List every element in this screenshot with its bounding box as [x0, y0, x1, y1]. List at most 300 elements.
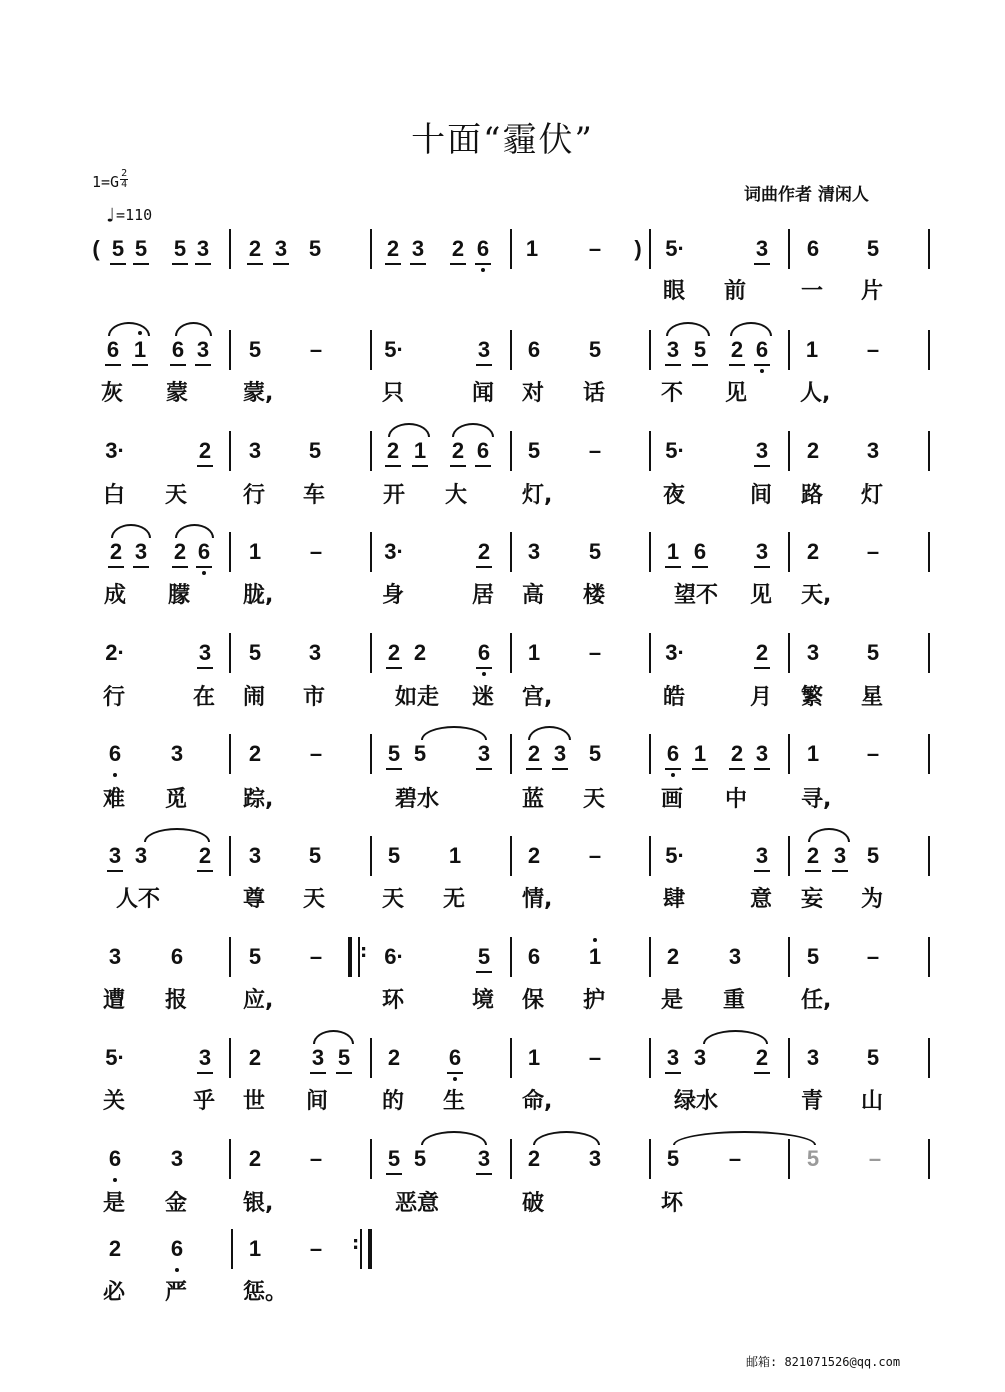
barline — [370, 633, 372, 673]
lyric: 碧水 — [395, 787, 440, 812]
barline — [229, 330, 231, 370]
lyric: 夜 — [663, 483, 686, 508]
lyric: 尊 — [243, 887, 266, 912]
barline — [229, 1038, 231, 1078]
barline — [370, 532, 372, 572]
dash-extension: – — [728, 1146, 742, 1171]
note: 1 — [660, 538, 686, 566]
note: 6 — [102, 1145, 128, 1173]
note: 3 — [471, 1145, 497, 1173]
barline — [788, 229, 790, 269]
lyric: 乎 — [193, 1089, 216, 1114]
note: 5 — [471, 943, 497, 971]
barline — [510, 229, 512, 269]
note: 6 — [527, 337, 541, 362]
barline — [928, 532, 930, 572]
note: 5· — [665, 236, 685, 261]
note: 2 — [724, 740, 750, 768]
note: 5 — [666, 1146, 680, 1171]
barline — [928, 229, 930, 269]
note: 2 — [749, 639, 775, 667]
note: 3 — [471, 336, 497, 364]
note: 2 — [108, 1236, 122, 1261]
dash-extension: – — [588, 1045, 602, 1070]
dash-extension: – — [309, 944, 323, 969]
lyric: 胧, — [243, 583, 274, 608]
barline — [370, 1038, 372, 1078]
note: 5 — [308, 843, 322, 868]
lyric: 破 — [522, 1191, 545, 1216]
note: 3 — [728, 944, 742, 969]
barline — [788, 937, 790, 977]
note: 1 — [527, 1045, 541, 1070]
note: 1 — [248, 539, 262, 564]
lyric: 金 — [165, 1191, 188, 1216]
lyric: 高 — [522, 583, 545, 608]
tempo-mark — [104, 201, 152, 225]
lyric: 境 — [472, 988, 495, 1013]
barline — [928, 1139, 930, 1179]
lyric: 护 — [583, 988, 606, 1013]
lyric: 生 — [443, 1089, 466, 1114]
note: 2 — [381, 639, 407, 667]
note: 3 — [248, 843, 262, 868]
barline — [370, 734, 372, 774]
note: 1 — [805, 337, 819, 362]
lyric: 繁 — [801, 685, 824, 710]
barline — [510, 431, 512, 471]
lyric: 皓 — [663, 685, 686, 710]
dash-extension: – — [866, 741, 880, 766]
barline — [229, 633, 231, 673]
dash-extension: – — [868, 1146, 882, 1171]
barline — [229, 532, 231, 572]
barline — [788, 330, 790, 370]
note: 5 — [381, 740, 407, 768]
time-signature-top: 2 — [121, 168, 128, 179]
dash-extension: – — [588, 640, 602, 665]
barline — [928, 1038, 930, 1078]
lyric: 见 — [750, 583, 773, 608]
lyric: 是 — [103, 1191, 126, 1216]
bracket: ( — [92, 236, 100, 261]
lyric: 严 — [165, 1280, 188, 1305]
lyric: 月 — [750, 685, 773, 710]
lyric: 青 — [801, 1089, 824, 1114]
slur — [533, 1131, 600, 1145]
note: 6 — [527, 944, 541, 969]
note: 3 — [268, 235, 294, 263]
note: 5 — [866, 640, 880, 665]
note: 2 — [806, 539, 820, 564]
lyric: 山 — [861, 1089, 884, 1114]
lyric: 前 — [724, 279, 747, 304]
page-title: 十面“霾伏” — [411, 120, 594, 160]
barline — [788, 633, 790, 673]
note: 3 — [128, 538, 154, 566]
note: 5 — [866, 1045, 880, 1070]
lyric: 无 — [443, 887, 466, 912]
note: 2 — [521, 740, 547, 768]
lyric: 在 — [193, 685, 216, 710]
note: 5 — [331, 1044, 357, 1072]
note: 3 — [170, 741, 184, 766]
lyric: 迷 — [472, 685, 495, 710]
lyric: 任, — [801, 988, 832, 1013]
barline — [928, 330, 930, 370]
barline — [370, 330, 372, 370]
dash-extension: – — [866, 337, 880, 362]
barline — [370, 836, 372, 876]
lyric: 天 — [382, 887, 405, 912]
lyric: 肆 — [663, 887, 686, 912]
note: 5· — [665, 843, 685, 868]
note: 6 — [100, 336, 126, 364]
note: 5 — [866, 843, 880, 868]
lyric: 灯, — [522, 483, 553, 508]
lyric: 重 — [723, 988, 746, 1013]
barline — [510, 330, 512, 370]
slur — [730, 322, 772, 336]
lyric: 见 — [725, 381, 748, 406]
barline — [510, 937, 512, 977]
note: 6 — [749, 336, 775, 364]
lyric: 身 — [382, 583, 405, 608]
barline — [370, 1139, 372, 1179]
lyric: 银, — [243, 1191, 274, 1216]
lyric: 楼 — [583, 583, 606, 608]
note: 5 — [413, 741, 427, 766]
key-label: 1=G — [92, 173, 120, 191]
barline — [649, 1139, 651, 1179]
lyric: 行 — [103, 685, 126, 710]
barline — [649, 532, 651, 572]
dash-extension: – — [588, 843, 602, 868]
slur — [673, 1131, 816, 1145]
lyric: 遭 — [103, 988, 126, 1013]
note: 6 — [442, 1044, 468, 1072]
note: 5· — [105, 1045, 125, 1070]
footer-email: 邮箱: 821071526@qq.com — [746, 1355, 901, 1369]
lyric: 蓝 — [522, 787, 545, 812]
lyric: 觅 — [165, 787, 188, 812]
barline — [788, 532, 790, 572]
time-signature-bottom: 4 — [121, 179, 128, 190]
barline — [229, 937, 231, 977]
note: 2 — [471, 538, 497, 566]
slur — [666, 322, 710, 336]
lyric: 灰 — [101, 381, 124, 406]
note: 2 — [806, 438, 820, 463]
lyric: 保 — [522, 988, 545, 1013]
note: 6 — [471, 639, 497, 667]
note: 3 — [405, 235, 431, 263]
lyric: 惩。 — [243, 1280, 288, 1305]
lyric: 报 — [165, 988, 188, 1013]
note: 5 — [248, 337, 262, 362]
note: 2 — [445, 235, 471, 263]
lyric: 天 — [165, 483, 188, 508]
barline — [510, 836, 512, 876]
slur — [452, 423, 494, 437]
barline — [788, 431, 790, 471]
note: 6 — [191, 538, 217, 566]
note: 6· — [384, 944, 404, 969]
note: 5 — [381, 1145, 407, 1173]
dash-extension: – — [866, 539, 880, 564]
lyric: 命, — [522, 1089, 553, 1114]
slur — [144, 828, 210, 842]
note: 3 — [308, 640, 322, 665]
dash-extension: – — [309, 741, 323, 766]
repeat-dots: : — [360, 941, 368, 962]
note: 2 — [413, 640, 427, 665]
note: 3 — [660, 1044, 686, 1072]
dash-extension: – — [866, 944, 880, 969]
barline — [928, 431, 930, 471]
lyric: 如走 — [395, 685, 440, 710]
note: 5 — [806, 944, 820, 969]
slur — [703, 1030, 768, 1044]
note: 5 — [248, 640, 262, 665]
lyric: 为 — [861, 887, 884, 912]
note: 3 — [749, 740, 775, 768]
lyric: 路 — [801, 483, 824, 508]
lyric: 朦 — [168, 583, 191, 608]
repeat-end-barline — [352, 1229, 372, 1269]
slur — [528, 726, 571, 740]
slur — [421, 1131, 487, 1145]
barline — [370, 431, 372, 471]
barline — [229, 1139, 231, 1179]
barline — [229, 734, 231, 774]
note: 3 — [827, 842, 853, 870]
note: 5 — [128, 235, 154, 263]
lyric: 蒙, — [243, 381, 274, 406]
slur — [111, 524, 151, 538]
barline — [510, 734, 512, 774]
lyric: 应, — [243, 988, 274, 1013]
note: 6 — [470, 437, 496, 465]
note: 3 — [248, 438, 262, 463]
note: 5· — [665, 438, 685, 463]
note: 2 — [192, 842, 218, 870]
barline — [229, 431, 231, 471]
lyric: 的 — [382, 1089, 405, 1114]
note: 2· — [105, 640, 125, 665]
note: 3 — [749, 842, 775, 870]
note: 2 — [527, 843, 541, 868]
barline — [649, 734, 651, 774]
barline — [229, 229, 231, 269]
lyric: 画 — [661, 787, 684, 812]
time-signature — [120, 169, 128, 190]
note: 3 — [102, 842, 128, 870]
note: 5 — [588, 539, 602, 564]
note: 1 — [407, 437, 433, 465]
lyric: 星 — [861, 685, 884, 710]
note: 5 — [308, 438, 322, 463]
note: 3 — [305, 1044, 331, 1072]
note: 3 — [660, 336, 686, 364]
note: 1 — [127, 336, 153, 364]
barline — [649, 937, 651, 977]
slur — [108, 322, 150, 336]
barline — [788, 734, 790, 774]
barline — [649, 229, 651, 269]
slur — [175, 524, 214, 538]
lyric: 成 — [104, 583, 127, 608]
lyric: 环 — [382, 988, 405, 1013]
barline — [231, 1229, 233, 1269]
note: 6 — [470, 235, 496, 263]
note: 5 — [308, 236, 322, 261]
barline — [928, 836, 930, 876]
barline — [649, 1038, 651, 1078]
lyric: 市 — [303, 685, 326, 710]
barline — [229, 836, 231, 876]
note: 2 — [248, 1045, 262, 1070]
note: 2 — [387, 1045, 401, 1070]
note: 1 — [525, 236, 539, 261]
note: 5 — [248, 944, 262, 969]
lyric: 关 — [103, 1089, 126, 1114]
note: 5 — [413, 1146, 427, 1171]
lyric: 行 — [243, 483, 266, 508]
note: 5 — [866, 236, 880, 261]
barline — [788, 1139, 790, 1179]
barline — [649, 431, 651, 471]
dash-extension: – — [309, 539, 323, 564]
author-credit: 词曲作者 清闲人 — [744, 185, 869, 205]
lyric: 对 — [522, 381, 545, 406]
note: 3 — [190, 336, 216, 364]
note: 2 — [800, 842, 826, 870]
note: 3 — [588, 1146, 602, 1171]
lyric: 望不 — [674, 583, 719, 608]
quarter-note-icon: ♩ — [104, 203, 117, 227]
lyric: 必 — [103, 1280, 126, 1305]
lyric: 一 — [801, 279, 824, 304]
lyric: 开 — [383, 483, 406, 508]
lyric: 人不 — [116, 887, 161, 912]
barline — [649, 836, 651, 876]
note: 5 — [167, 235, 193, 263]
lyric: 片 — [861, 279, 884, 304]
note: 3 — [192, 1044, 218, 1072]
note: 5 — [588, 741, 602, 766]
lyric: 情, — [522, 887, 553, 912]
note: 3 — [749, 538, 775, 566]
note: 3 — [749, 235, 775, 263]
note: 2 — [192, 437, 218, 465]
tempo-value: =110 — [116, 206, 153, 224]
lyric: 不 — [661, 381, 684, 406]
note: 3 — [693, 1045, 707, 1070]
lyric: 蒙 — [166, 381, 189, 406]
dash-extension: – — [588, 236, 602, 261]
note: 3 — [134, 843, 148, 868]
note: 3 — [170, 1146, 184, 1171]
note: 2 — [380, 235, 406, 263]
note: 2 — [527, 1146, 541, 1171]
barline — [510, 1139, 512, 1179]
lyric: 白 — [103, 483, 126, 508]
dash-extension: – — [588, 438, 602, 463]
note: 2 — [724, 336, 750, 364]
note: 2 — [242, 235, 268, 263]
note: 1 — [582, 943, 608, 971]
note: 1 — [527, 640, 541, 665]
lyric: 世 — [243, 1089, 266, 1114]
note: 2 — [380, 437, 406, 465]
note: 2 — [103, 538, 129, 566]
note: 3· — [384, 539, 404, 564]
barline — [649, 633, 651, 673]
barline — [370, 229, 372, 269]
note: 3 — [527, 539, 541, 564]
note: 5 — [806, 1146, 820, 1171]
lyric: 恶意 — [395, 1191, 440, 1216]
lyric: 间 — [750, 483, 773, 508]
note: 6 — [170, 944, 184, 969]
note: 3 — [190, 235, 216, 263]
barline — [788, 836, 790, 876]
note: 6 — [660, 740, 686, 768]
dash-extension: – — [309, 337, 323, 362]
note: 2 — [248, 1146, 262, 1171]
barline — [928, 633, 930, 673]
lyric: 闹 — [243, 685, 266, 710]
lyric: 闻 — [472, 381, 495, 406]
note: 3 — [108, 944, 122, 969]
note: 3 — [192, 639, 218, 667]
key-signature — [92, 168, 128, 193]
note: 1 — [248, 1236, 262, 1261]
note: 5 — [387, 843, 401, 868]
note: 2 — [445, 437, 471, 465]
note: 6 — [165, 336, 191, 364]
lyric: 人, — [800, 381, 831, 406]
lyric: 大 — [445, 483, 468, 508]
lyric: 妄 — [801, 887, 824, 912]
lyric: 绿水 — [674, 1089, 719, 1114]
note: 6 — [806, 236, 820, 261]
barline — [510, 532, 512, 572]
lyric: 间 — [306, 1089, 329, 1114]
note: 3 — [547, 740, 573, 768]
barline — [928, 937, 930, 977]
lyric: 眼 — [663, 279, 686, 304]
barline — [788, 1038, 790, 1078]
note: 1 — [687, 740, 713, 768]
repeat-dots: : — [352, 1233, 360, 1254]
note: 1 — [448, 843, 462, 868]
note: 6 — [164, 1235, 190, 1263]
lyric: 难 — [103, 787, 126, 812]
note: 3 — [749, 437, 775, 465]
note: 3 — [866, 438, 880, 463]
slur — [175, 322, 212, 336]
lyric: 灯 — [861, 483, 884, 508]
lyric: 中 — [725, 787, 748, 812]
slur — [313, 1030, 354, 1044]
lyric: 宫, — [522, 685, 553, 710]
note: 1 — [806, 741, 820, 766]
note: 2 — [167, 538, 193, 566]
note: 5 — [527, 438, 541, 463]
barline — [649, 330, 651, 370]
